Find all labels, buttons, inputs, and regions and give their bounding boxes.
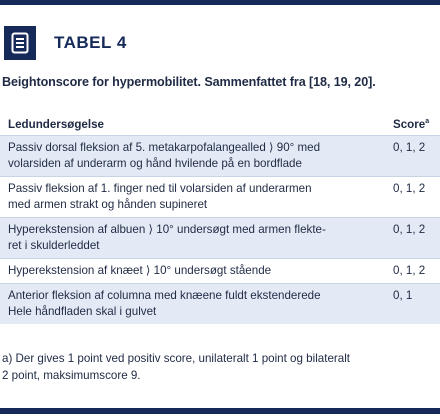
exam-text-line: Passiv fleksion af 1. finger ned til volarsiden af underarmen: [8, 182, 312, 195]
exam-text-line: Passiv dorsal fleksion af 5. metakarpofalangealled ⟩ 90° med: [8, 141, 321, 154]
bottom-rule: [0, 408, 440, 414]
exam-cell: [0, 284, 385, 325]
table-row: [0, 284, 440, 325]
table-row: [0, 259, 440, 284]
table-header-row: [0, 112, 440, 136]
exam-cell: [0, 136, 385, 177]
score-header-label: Score: [393, 118, 426, 131]
document-icon: [4, 26, 36, 60]
exam-cell: [0, 177, 385, 218]
exam-text-line: Hyperekstension af albuen ⟩ 10° undersøgt med armen flekte-: [8, 223, 326, 236]
table-title: TABEL 4: [54, 33, 127, 52]
column-header-score: [385, 112, 440, 136]
table-row: [0, 136, 440, 177]
exam-text-line: Hyperekstension af knæet ⟩ 10° undersøgt stående: [8, 264, 272, 277]
table-caption: Beightonscore for hypermobilitet. Sammenfattet fra [18, 19, 20].: [2, 75, 376, 89]
table-container: [0, 112, 440, 324]
beighton-table: [0, 112, 440, 324]
footnote-line: a) Der gives 1 point ved positiv score, unilateralt 1 point og bilateralt: [2, 352, 350, 365]
table-header: [0, 23, 127, 63]
table-row: [0, 177, 440, 218]
footnote-line: 2 point, maksimumscore 9.: [2, 369, 141, 382]
exam-text-line: med armen strakt og hånden supineret: [8, 198, 208, 211]
table-footnote: [2, 350, 438, 384]
score-cell: 0, 1, 2: [393, 182, 426, 195]
exam-cell: [0, 259, 385, 284]
top-rule: [0, 0, 440, 5]
score-cell: 0, 1: [393, 289, 413, 302]
exam-cell: [0, 218, 385, 259]
exam-text-line: ret i skulderleddet: [8, 239, 100, 252]
table-row: [0, 218, 440, 259]
score-cell: 0, 1, 2: [393, 264, 426, 277]
exam-text-line: Anterior fleksion af columna med knæene fuldt ekstenderede: [8, 289, 321, 302]
exam-text-line: volarsiden af underarm og hånd hvilende på en bordflade: [8, 157, 302, 170]
column-header-exam: Ledundersøgelse: [8, 118, 104, 131]
exam-text-line: Hele håndfladen skal i gulvet: [8, 305, 157, 318]
score-cell: 0, 1, 2: [393, 141, 426, 154]
score-footnote-mark: a: [425, 118, 430, 126]
score-cell: 0, 1, 2: [393, 223, 426, 236]
